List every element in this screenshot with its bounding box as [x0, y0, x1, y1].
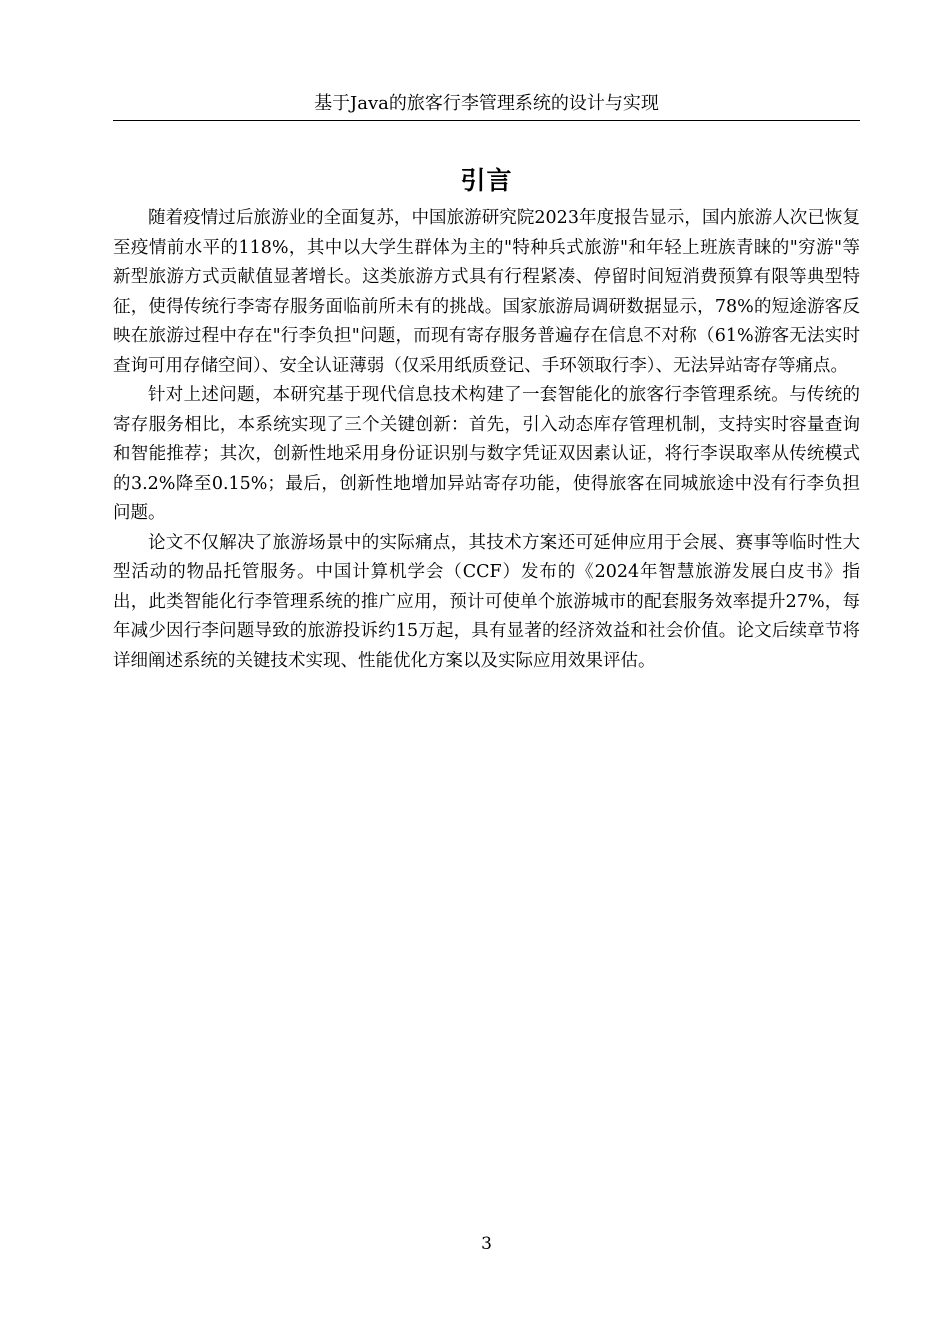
paragraph-1: 随着疫情过后旅游业的全面复苏，中国旅游研究院2023年度报告显示，国内旅游人次已恢复至疫情前水平的118%，其中以大学生群体为主的"特种兵式旅游"和年轻上班族青睐的"穷游"等新型旅游方式贡献值显著增长。这类旅游方式具有行程紧凑、停留时间短消费预算有限等典型特征，使得传统行李寄存服务面临前所未有的挑战。国家旅游局调研数据显示，78%的短途游客反映在旅游过程中存在"行李负担"问题，而现有寄存服务普遍存在信息不对称（61%游客无法实时查询可用存储空间）、安全认证薄弱（仅采用纸质登记、手环领取行李）、无法异站寄存等痛点。	[113, 208, 860, 376]
section-title: 引言	[460, 166, 513, 195]
page-number: 3	[481, 1234, 492, 1254]
body-text	[113, 204, 860, 676]
paragraph-3: 论文不仅解决了旅游场景中的实际痛点，其技术方案还可延伸应用于会展、赛事等临时性大型活动的物品托管服务。中国计算机学会（CCF）发布的《2024年智慧旅游发展白皮书》指出，此类智能化行李管理系统的推广应用，预计可使单个旅游城市的配套服务效率提升27%，每年减少因行李问题导致的旅游投诉约15万起，具有显著的经济效益和社会价值。论文后续章节将详细阐述系统的关键技术实现、性能优化方案以及实际应用效果评估。	[113, 532, 860, 671]
paragraph-2: 针对上述问题，本研究基于现代信息技术构建了一套智能化的旅客行李管理系统。与传统的寄存服务相比，本系统实现了三个关键创新：首先，引入动态库存管理机制，支持实时容量查询和智能推荐；其次，创新性地采用身份证识别与数字凭证双因素认证，将行李误取率从传统模式的3.2%降至0.15%；最后，创新性地增加异站寄存功能，使得旅客在同城旅途中没有行李负担问题。	[113, 385, 860, 523]
header-title: 基于Java的旅客行李管理系统的设计与实现	[314, 93, 659, 114]
running-header	[113, 88, 860, 121]
